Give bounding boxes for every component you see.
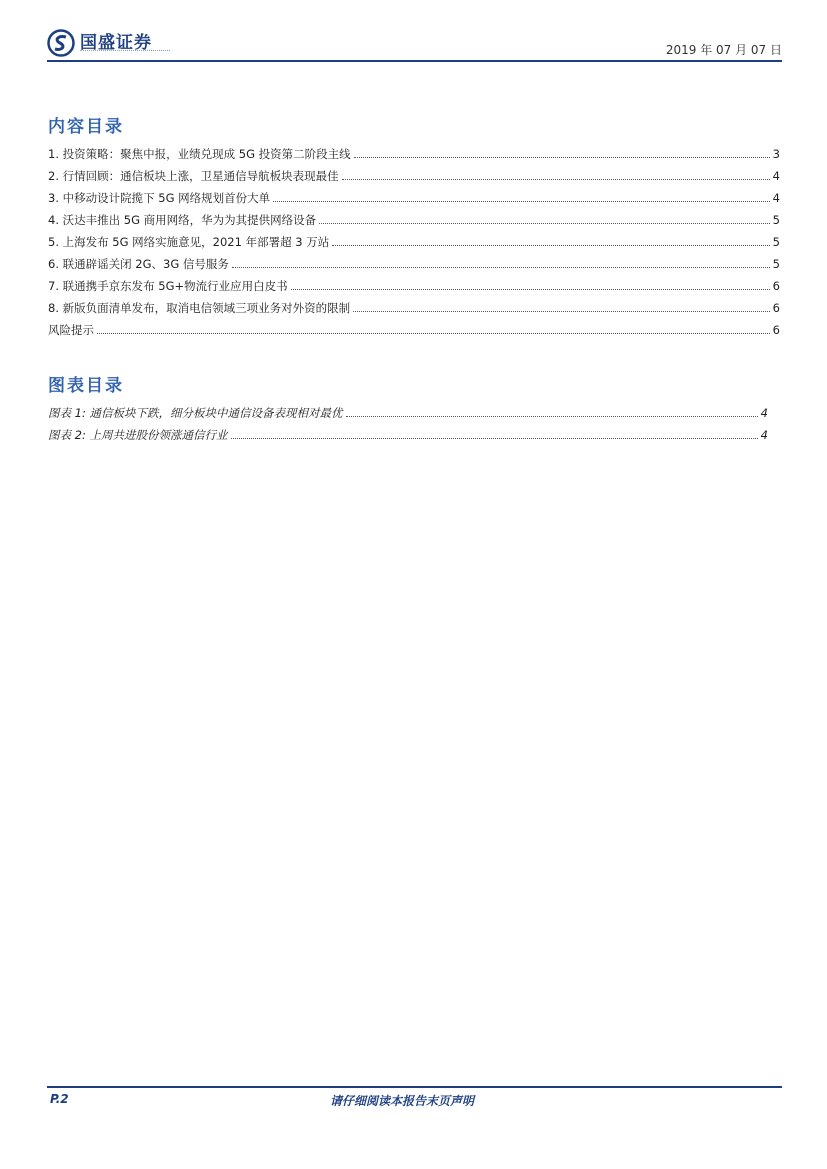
toc-entry[interactable] bbox=[48, 278, 780, 300]
toc-entry[interactable] bbox=[48, 256, 780, 278]
toc-entry-page: 4 bbox=[760, 406, 768, 420]
toc-entry-title: 图表 2: 上周共进股份领涨通信行业 bbox=[48, 428, 228, 442]
toc-entry-page: 6 bbox=[772, 279, 780, 293]
toc-entry-title: 2. 行情回顾：通信板块上涨，卫星通信导航板块表现最佳 bbox=[48, 169, 339, 183]
toc-entry-title: 8. 新版负面清单发布，取消电信领域三项业务对外资的限制 bbox=[48, 301, 351, 315]
toc-entry-title: 7. 联通携手京东发布 5G+物流行业应用白皮书 bbox=[48, 279, 288, 293]
footer-divider bbox=[47, 1086, 782, 1088]
toc-entry-page: 4 bbox=[772, 169, 780, 183]
toc-entry[interactable] bbox=[48, 212, 780, 234]
toc-entry[interactable] bbox=[48, 190, 780, 212]
toc-entry-page: 3 bbox=[772, 147, 780, 161]
figures-heading: 图表目录 bbox=[48, 376, 124, 396]
dot-leader bbox=[97, 332, 770, 334]
toc-entry[interactable] bbox=[48, 427, 768, 449]
figures-list bbox=[48, 405, 768, 449]
toc-entry-page: 4 bbox=[772, 191, 780, 205]
logo-icon bbox=[47, 29, 75, 57]
toc-entry-page: 5 bbox=[772, 235, 780, 249]
page-header bbox=[47, 24, 782, 62]
logo-text: 国盛证券 bbox=[80, 33, 152, 53]
toc-entry-title: 图表 1: 通信板块下跌，细分板块中通信设备表现相对最优 bbox=[48, 406, 343, 420]
disclaimer-text: 请仔细阅读本报告末页声明 bbox=[330, 1094, 475, 1108]
toc-entry-page: 4 bbox=[760, 428, 768, 442]
dot-leader bbox=[231, 437, 758, 439]
dot-leader bbox=[342, 178, 770, 180]
dot-leader bbox=[353, 310, 770, 312]
toc-entry[interactable] bbox=[48, 405, 768, 427]
toc-entry[interactable] bbox=[48, 146, 780, 168]
toc-entry-title: 4. 沃达丰推出 5G 商用网络，华为为其提供网络设备 bbox=[48, 213, 317, 227]
dot-leader bbox=[291, 288, 770, 290]
toc-entry-title: 风险提示 bbox=[48, 323, 94, 337]
dot-leader bbox=[319, 222, 770, 224]
dot-leader bbox=[354, 156, 770, 158]
toc-entry-page: 5 bbox=[772, 257, 780, 271]
dot-leader bbox=[273, 200, 770, 202]
dot-leader bbox=[232, 266, 770, 268]
report-date: 2019 年 07 月 07 日 bbox=[665, 43, 782, 57]
toc-entry-page: 5 bbox=[772, 213, 780, 227]
page-number: P.2 bbox=[50, 1092, 69, 1106]
toc-entry-title: 1. 投资策略：聚焦中报，业绩兑现成 5G 投资第二阶段主线 bbox=[48, 147, 351, 161]
toc-entry-page: 6 bbox=[772, 323, 780, 337]
contents-heading: 内容目录 bbox=[48, 117, 124, 137]
toc-entry[interactable] bbox=[48, 322, 780, 344]
toc-entry[interactable] bbox=[48, 234, 780, 256]
toc-entry-title: 5. 上海发布 5G 网络实施意见，2021 年部署超 3 万站 bbox=[48, 235, 330, 249]
company-logo bbox=[47, 26, 177, 60]
toc-entry-title: 3. 中移动设计院揽下 5G 网络规划首份大单 bbox=[48, 191, 271, 205]
contents-list bbox=[48, 146, 780, 344]
dot-leader bbox=[346, 415, 758, 417]
toc-entry-page: 6 bbox=[772, 301, 780, 315]
header-divider bbox=[47, 60, 782, 62]
dot-leader bbox=[332, 244, 769, 246]
toc-entry[interactable] bbox=[48, 168, 780, 190]
toc-entry-title: 6. 联通辟谣关闭 2G、3G 信号服务 bbox=[48, 257, 229, 271]
toc-entry[interactable] bbox=[48, 300, 780, 322]
logo-subtext bbox=[80, 50, 170, 54]
